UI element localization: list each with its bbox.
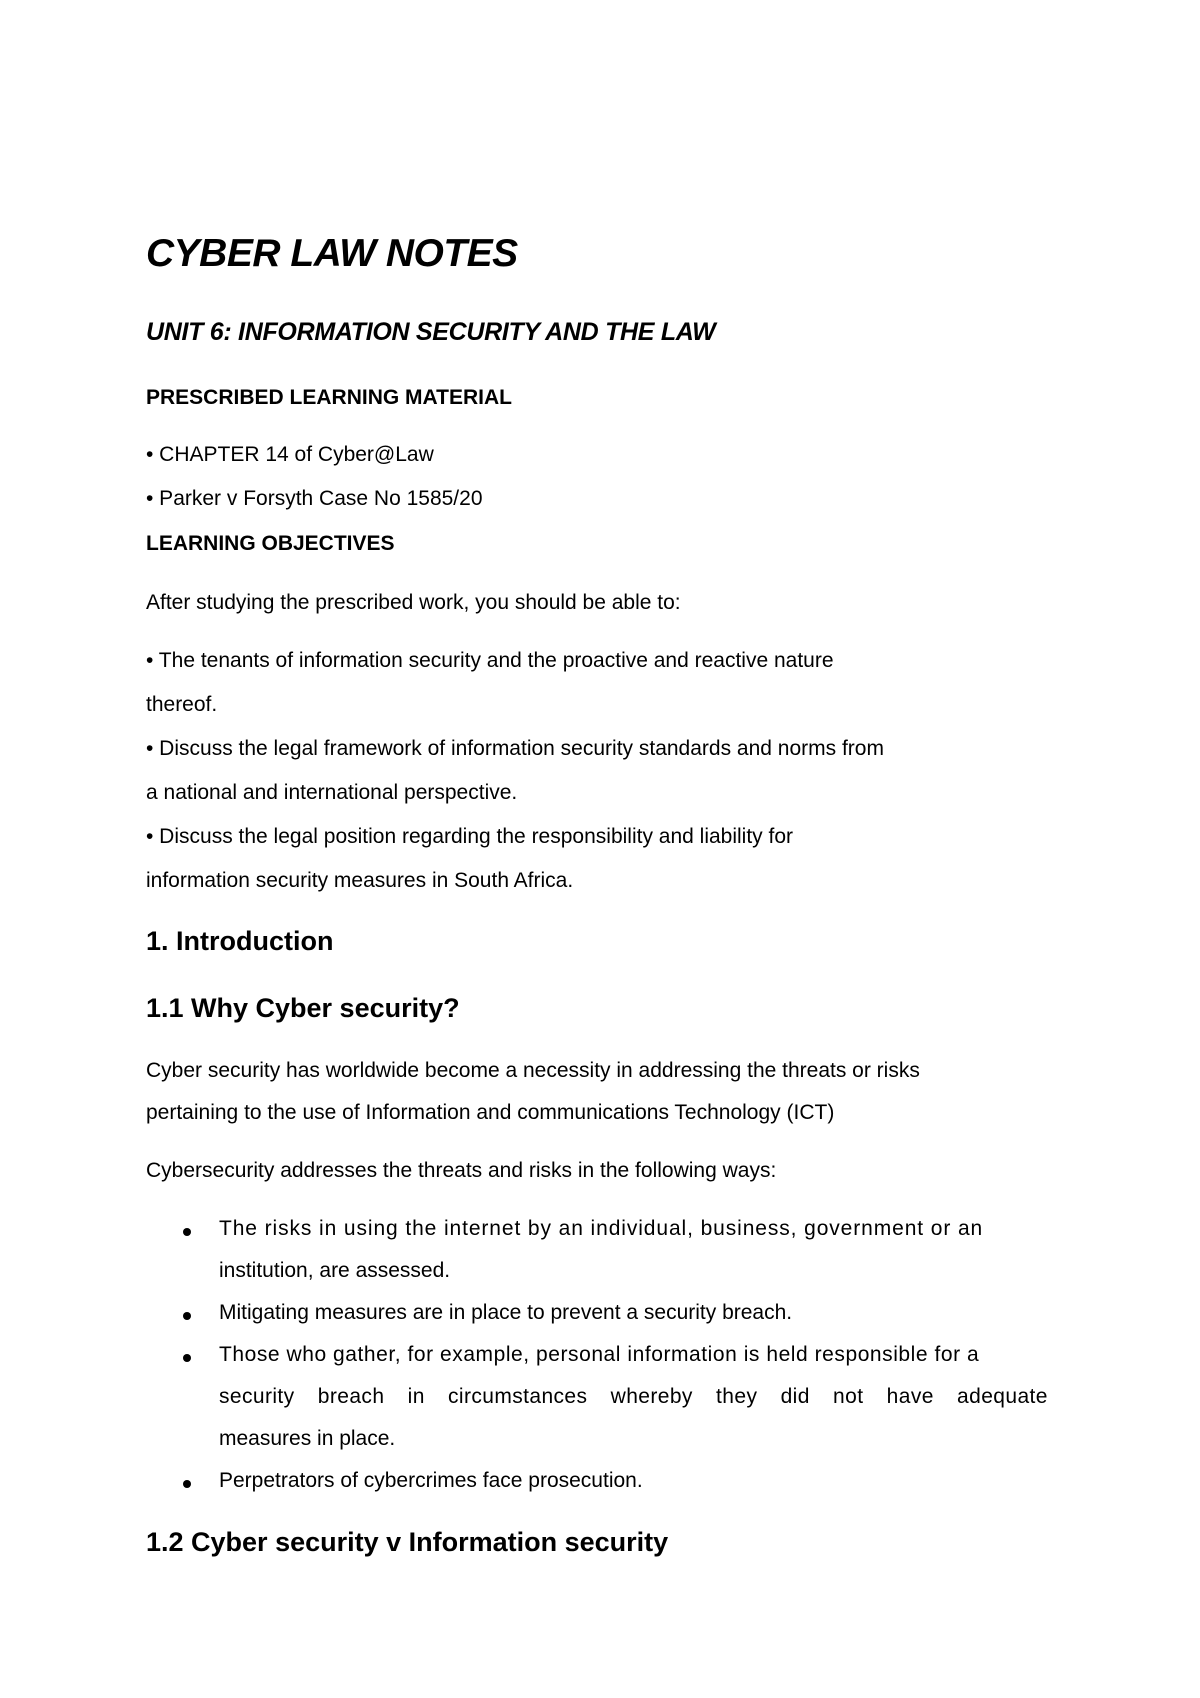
paragraph-line: pertaining to the use of Information and communications Technology (ICT) — [146, 1101, 835, 1124]
bullet-dot-icon — [183, 1312, 191, 1320]
objective-line: a national and international perspective. — [146, 781, 518, 804]
objective-line: thereof. — [146, 693, 218, 716]
bullet-text-line: Mitigating measures are in place to prevent a security breach. — [219, 1301, 793, 1324]
bullet-dot-icon — [183, 1354, 191, 1362]
learning-objectives-heading: LEARNING OBJECTIVES — [146, 532, 395, 555]
prescribed-item: • Parker v Forsyth Case No 1585/20 — [146, 487, 483, 510]
bullet-dot-icon — [183, 1480, 191, 1488]
objective-line: • Discuss the legal position regarding the responsibility and liability for — [146, 825, 794, 848]
objective-line: • The tenants of information security and the proactive and reactive nature — [146, 649, 834, 672]
bullet-text-line: Those who gather, for example, personal information is held responsible for a — [219, 1343, 980, 1366]
section-heading-introduction: 1. Introduction — [146, 926, 334, 956]
bullet-text-line: Perpetrators of cybercrimes face prosecution. — [219, 1469, 643, 1492]
objectives-intro: After studying the prescribed work, you should be able to: — [146, 591, 681, 614]
objective-line: • Discuss the legal framework of information security standards and norms from — [146, 737, 884, 760]
bullet-line-text: The risks in using the internet by an individual, business, government or an — [219, 1217, 984, 1240]
ways-intro: Cybersecurity addresses the threats and risks in the following ways: — [146, 1159, 777, 1182]
paragraph-line: Cyber security has worldwide become a necessity in addressing the threats or risks — [146, 1059, 920, 1082]
bullet-text-line: security breach in circumstances whereby they did not have adequate — [219, 1385, 1048, 1408]
prescribed-material-heading: PRESCRIBED LEARNING MATERIAL — [146, 386, 512, 409]
section-heading-why-cyber-security: 1.1 Why Cyber security? — [146, 993, 460, 1023]
section-heading-cyber-vs-information-security: 1.2 Cyber security v Information security — [146, 1527, 669, 1557]
objective-line: information security measures in South Africa. — [146, 869, 574, 892]
prescribed-item: • CHAPTER 14 of Cyber@Law — [146, 443, 434, 466]
bullet-text-line: institution, are assessed. — [219, 1259, 451, 1282]
bullet-dot-icon — [183, 1228, 191, 1236]
unit-title: UNIT 6: INFORMATION SECURITY AND THE LAW — [146, 318, 716, 346]
bullet-text-line — [219, 1217, 1060, 1241]
document-title: CYBER LAW NOTES — [146, 232, 518, 275]
bullet-text-line: measures in place. — [219, 1427, 396, 1450]
